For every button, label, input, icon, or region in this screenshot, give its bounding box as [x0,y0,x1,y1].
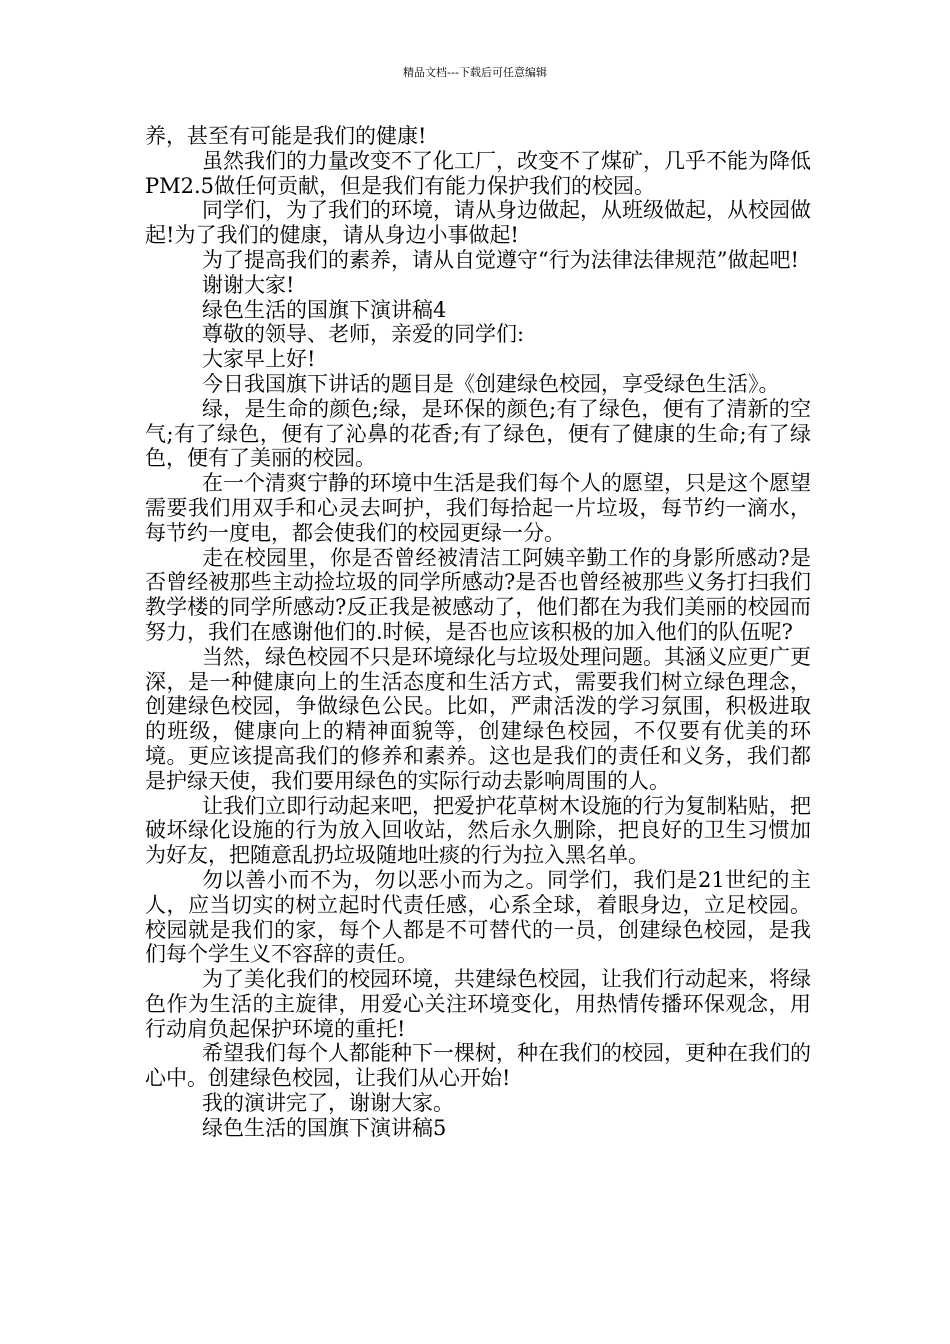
paragraph: 勿以善小而不为，勿以恶小而为之。同学们，我们是21世纪的主人，应当切实的树立起时代责任感，心系全球，着眼身边，立足校园。校园就是我们的家，每个人都是不可替代的一员，创建绿色校园，是我们每个学生义不容辞的责任。 [145,867,811,967]
paragraph: 虽然我们的力量改变不了化工厂，改变不了煤矿，几乎不能为降低PM2.5做任何贡献，但是我们有能力保护我们的校园。 [145,148,811,198]
paragraph: 养，甚至有可能是我们的健康! [145,124,427,148]
paragraph: 当然，绿色校园不只是环境绿化与垃圾处理问题。其涵义应更广更深，是一种健康向上的生活态度和生活方式，需要我们树立绿色理念，创建绿色校园，争做绿色公民。比如，严肃活泼的学习氛围，积极进取的班级，健康向上的精神面貌等，创建绿色校园，不仅要有优美的环境。更应该提高我们的修养和素养。这也是我们的责任和义务，我们都是护绿天使，我们要用绿色的实际行动去影响周围的人。 [145,644,811,793]
greeting: 大家早上好! [202,347,316,372]
paragraph: 同学们，为了我们的环境，请从身边做起，从班级做起，从校园做起!为了我们的健康，请从身边小事做起! [145,198,811,248]
section-heading: 绿色生活的国旗下演讲稿5 [202,1115,447,1140]
paragraph: 走在校园里，你是否曾经被清洁工阿姨辛勤工作的身影所感动?是否曾经被那些主动捡垃圾的同学所感动?是否也曾经被那些义务打扫我们教学楼的同学所感动?反正我是被感动了，他们都在为我们美丽的校园而努力，我们在感谢他们的.时候，是否也应该积极的加入他们的队伍呢? [145,545,811,644]
paragraph: 今日我国旗下讲话的题目是《创建绿色校园，享受绿色生活》。 [202,371,780,396]
paragraph: 谢谢大家! [202,272,295,297]
paragraph: 为了美化我们的校园环境，共建绿色校园，让我们行动起来，将绿色作为生活的主旋律，用爱心关注环境变化，用热情传播环保观念，用行动肩负起保护环境的重托! [145,967,811,1041]
page-header: 精品文档---下载后可任意编辑 [403,66,547,79]
paragraph: 我的演讲完了，谢谢大家。 [202,1091,454,1116]
paragraph: 让我们立即行动起来吧，把爱护花草树木设施的行为复制粘贴，把破坏绿化设施的行为放入回收站，然后永久删除，把良好的卫生习惯加为好友，把随意乱扔垃圾随地吐痰的行为拉入黑名单。 [145,793,811,868]
paragraph: 在一个清爽宁静的环境中生活是我们每个人的愿望，只是这个愿望需要我们用双手和心灵去呵护，我们每拾起一片垃圾，每节约一滴水，每节约一度电，都会使我们的校园更绿一分。 [145,471,811,545]
salutation: 尊敬的领导、老师，亲爱的同学们: [202,322,525,347]
paragraph: 为了提高我们的素养，请从自觉遵守“行为法律法律规范”做起吧! [202,247,799,272]
document-body [145,124,811,1141]
paragraph: 绿，是生命的颜色;绿，是环保的颜色;有了绿色，便有了清新的空气;有了绿色，便有了沁鼻的花香;有了绿色，便有了健康的生命;有了绿色，便有了美丽的校园。 [145,396,811,471]
section-heading: 绿色生活的国旗下演讲稿4 [202,297,447,322]
paragraph: 希望我们每个人都能种下一棵树，种在我们的校园，更种在我们的心中。创建绿色校园，让我们从心开始! [145,1041,811,1091]
